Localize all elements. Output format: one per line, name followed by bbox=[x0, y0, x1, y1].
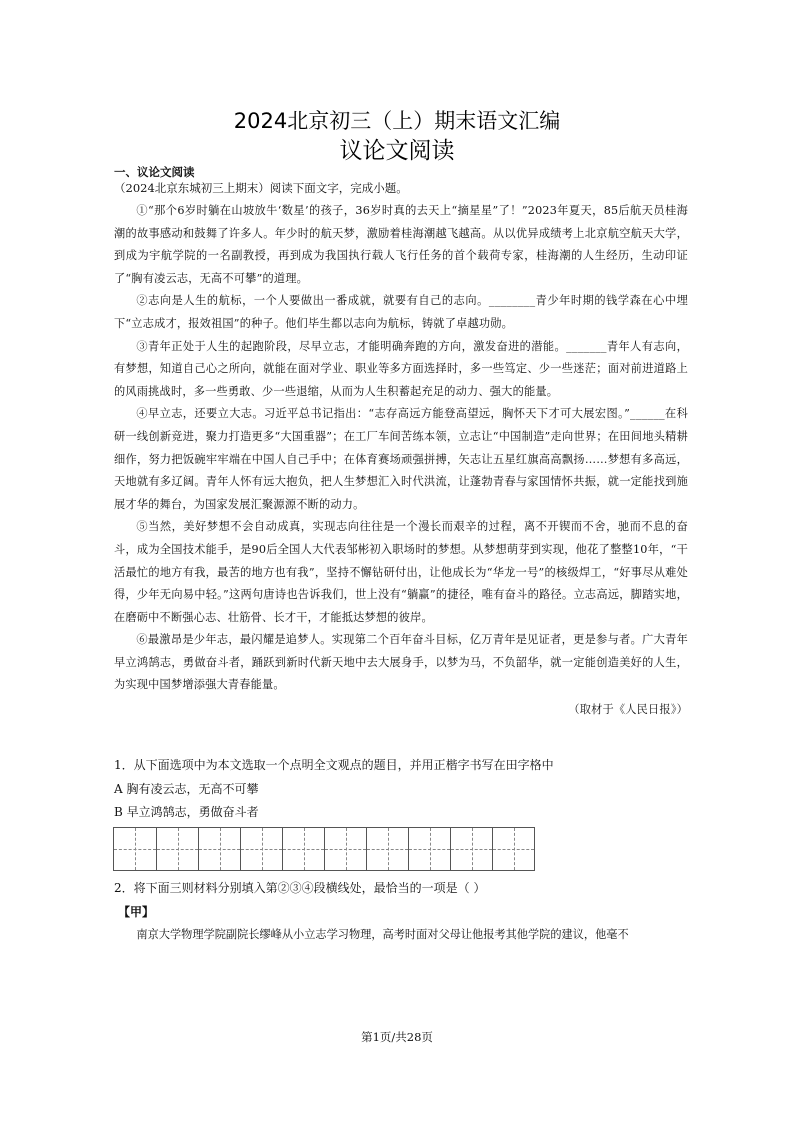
grid-cell[interactable] bbox=[156, 828, 198, 870]
passage bbox=[114, 200, 688, 722]
paragraph-2: ②志向是人生的航标，一个人要做出一番成就，就要有自己的志向。________青少年时期的钱学森在心中埋下“立志成才，报效祖国”的种子。他们毕生都以志向为航标，铸就了卓越功勋。 bbox=[114, 294, 688, 330]
document-subtitle: 议论文阅读 bbox=[339, 138, 455, 164]
document-title: 2024北京初三（上）期末语文汇编 bbox=[233, 109, 561, 133]
grid-cell[interactable] bbox=[366, 828, 408, 870]
grid-cell[interactable] bbox=[240, 828, 282, 870]
grid-cell[interactable] bbox=[198, 828, 240, 870]
question-1-option-b: B 早立鸿鹄志，勇做奋斗者 bbox=[114, 805, 259, 819]
material-text: 南京大学物理学院副院长缪峰从小立志学习物理，高考时面对父母让他报考其他学院的建议，他毫不 bbox=[136, 928, 629, 941]
grid-cell[interactable] bbox=[282, 828, 324, 870]
question-2-stem: 2．将下面三则材料分别填入第②③④段横线处，最恰当的一项是（ ） bbox=[114, 881, 486, 895]
paragraph-4: ④早立志，还要立大志。习近平总书记指出：“志存高远方能登高望远，胸怀天下才可大展宏图。”______在科研一线创新竞进，聚力打造更多“大国重器”；在工厂车间苦练本领，立志让“中国制造”走向世界；在田间地头精耕细作，努力把饭碗牢牢端在中国人自己手中；在体育赛场顽强拼搏，矢志让五星红旗高高飘扬……梦想有多高远，天地就有多辽阔。青年人怀有远大抱负，把人生梦想汇入时代洪流，让蓬勃青春与家国情怀共振，就一定能找到施展才华的舞台，为国家发展汇聚源源不断的动力。 bbox=[114, 407, 688, 511]
grid-cell[interactable] bbox=[450, 828, 492, 870]
page-number: 第1页/共28页 bbox=[361, 1030, 433, 1044]
grid-cell[interactable] bbox=[324, 828, 366, 870]
grid-cell[interactable] bbox=[492, 828, 534, 870]
question-1-option-a: A 胸有凌云志，无高不可攀 bbox=[114, 782, 259, 796]
paragraph-3: ③青年正处于人生的起跑阶段，尽早立志，才能明确奔跑的方向，激发奋进的潜能。_______青年人有志向，有梦想，知道自己心之所向，就能在面对学业、职业等多方面选择时，多一些笃定、少一些迷茫；面对前进道路上的风雨挑战时，多一些勇敢、少一些退缩，从而为人生积蓄起充足的动力、强大的能量。 bbox=[114, 339, 688, 398]
grid-cell[interactable] bbox=[408, 828, 450, 870]
source-line: （2024北京东城初三上期末）阅读下面文字，完成小题。 bbox=[114, 181, 408, 195]
question-1-stem: 1．从下面选项中为本文选取一个点明全文观点的题目，并用正楷字书写在田字格中 bbox=[114, 758, 554, 772]
section-heading: 一、议论文阅读 bbox=[114, 165, 195, 179]
tianzige-grid[interactable] bbox=[113, 827, 535, 871]
material-label: 【甲】 bbox=[118, 905, 155, 919]
paragraph-5: ⑤当然，美好梦想不会自动成真，实现志向往往是一个漫长而艰辛的过程，离不开锲而不舍，驰而不息的奋斗，成为全国技术能手，是90后全国人大代表邹彬初入职场时的梦想。从梦想萌芽到实现，他花了整整10年，“干活最忙的地方有我，最苦的地方也有我”，坚持不懈钻研付出，让他成长为“华龙一号”的核级焊工，“好事尽从难处得，少年无向易中轻。”这两句唐诗也告诉我们，世上没有“躺赢”的捷径，唯有奋斗的路径。立志高远，脚踏实地，在磨砺中不断强心志、壮筋骨、长才干，才能抵达梦想的彼岸。 bbox=[114, 520, 688, 624]
passage-credit: （取材于《人民日报》） bbox=[568, 703, 688, 717]
paragraph-6: ⑥最激昂是少年志，最闪耀是追梦人。实现第二个百年奋斗目标，亿万青年是见证者，更是参与者。广大青年早立鸿鹄志，勇做奋斗者，踊跃到新时代新天地中去大展身手，以梦为马，不负韶华，就一定能创造美好的人生，为实现中国梦增添强大青春能量。 bbox=[114, 633, 688, 692]
grid-cell[interactable] bbox=[114, 828, 156, 870]
paragraph-1: ①“那个6岁时躺在山坡放牛‘数星’的孩子，36岁时真的去天上“摘星星”了！”2023年夏天，85后航天员桂海潮的故事感动和鼓舞了许多人。年少时的航天梦，激励着桂海潮越飞越高。从以优异成绩考上北京航空航天大学，到成为宇航学院的一名副教授，再到成为我国执行载人飞行任务的首个载荷专家，桂海潮的人生经历，生动印证了“胸有凌云志，无高不可攀”的道理。 bbox=[114, 204, 688, 285]
